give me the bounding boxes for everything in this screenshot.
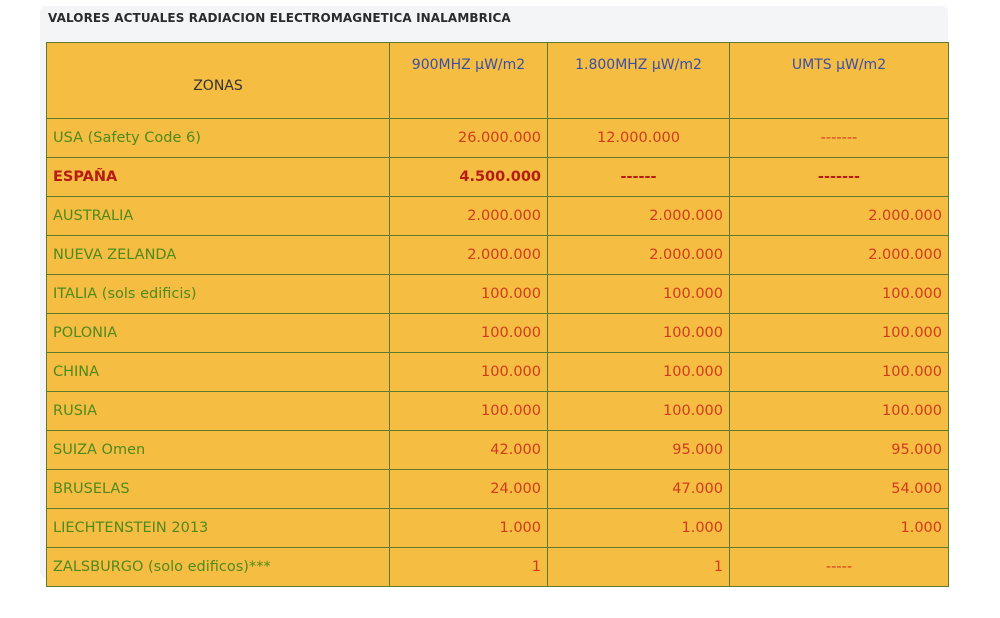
value-1800mhz: 100.000 <box>548 392 730 431</box>
value-1800mhz: 1 <box>548 548 730 587</box>
value-umts: 2.000.000 <box>730 236 949 275</box>
value-900mhz: 100.000 <box>390 353 548 392</box>
table-row <box>47 431 949 470</box>
value-900mhz: 26.000.000 <box>390 119 548 158</box>
value-1800mhz: 47.000 <box>548 470 730 509</box>
value-900mhz: 100.000 <box>390 314 548 353</box>
value-umts: ------- <box>730 119 949 158</box>
value-900mhz: 42.000 <box>390 431 548 470</box>
value-umts: 100.000 <box>730 392 949 431</box>
value-1800mhz: 100.000 <box>548 275 730 314</box>
zone-name: SUIZA Omen <box>47 431 390 470</box>
zone-name: BRUSELAS <box>47 470 390 509</box>
zone-name: ZALSBURGO (solo edificos)*** <box>47 548 390 587</box>
table-row <box>47 119 949 158</box>
value-umts: 100.000 <box>730 314 949 353</box>
zone-name: LIECHTENSTEIN 2013 <box>47 509 390 548</box>
value-1800mhz: 2.000.000 <box>548 236 730 275</box>
table-row <box>47 353 949 392</box>
zone-name: CHINA <box>47 353 390 392</box>
radiation-table <box>46 42 949 587</box>
value-1800mhz: 100.000 <box>548 314 730 353</box>
value-900mhz: 2.000.000 <box>390 197 548 236</box>
table-row <box>47 509 949 548</box>
value-umts: 54.000 <box>730 470 949 509</box>
value-umts: 100.000 <box>730 275 949 314</box>
value-900mhz: 24.000 <box>390 470 548 509</box>
table-row <box>47 314 949 353</box>
value-umts: 1.000 <box>730 509 949 548</box>
value-900mhz: 1 <box>390 548 548 587</box>
value-900mhz: 4.500.000 <box>390 158 548 197</box>
value-1800mhz: ------ <box>548 158 730 197</box>
zone-name: RUSIA <box>47 392 390 431</box>
table-row <box>47 158 949 197</box>
table-row <box>47 392 949 431</box>
value-900mhz: 2.000.000 <box>390 236 548 275</box>
page-title: VALORES ACTUALES RADIACION ELECTROMAGNETICA INALAMBRICA <box>48 11 511 25</box>
table-row <box>47 548 949 587</box>
value-900mhz: 100.000 <box>390 275 548 314</box>
value-1800mhz: 12.000.000 <box>548 119 730 158</box>
value-900mhz: 1.000 <box>390 509 548 548</box>
table-row <box>47 275 949 314</box>
zone-name: USA (Safety Code 6) <box>47 119 390 158</box>
value-umts: 2.000.000 <box>730 197 949 236</box>
header-900mhz: 900MHZ µW/m2 <box>390 43 548 119</box>
zone-name: AUSTRALIA <box>47 197 390 236</box>
value-umts: 95.000 <box>730 431 949 470</box>
header-1800mhz: 1.800MHZ µW/m2 <box>548 43 730 119</box>
value-umts: 100.000 <box>730 353 949 392</box>
table-row <box>47 236 949 275</box>
value-900mhz: 100.000 <box>390 392 548 431</box>
value-1800mhz: 100.000 <box>548 353 730 392</box>
table-row <box>47 197 949 236</box>
value-umts: ----- <box>730 548 949 587</box>
value-1800mhz: 2.000.000 <box>548 197 730 236</box>
zone-name: ITALIA (sols edificis) <box>47 275 390 314</box>
zone-name: POLONIA <box>47 314 390 353</box>
zone-name: ESPAÑA <box>47 158 390 197</box>
table-row <box>47 470 949 509</box>
value-1800mhz: 95.000 <box>548 431 730 470</box>
table-header-row <box>47 43 949 119</box>
zone-name: NUEVA ZELANDA <box>47 236 390 275</box>
header-umts: UMTS µW/m2 <box>730 43 949 119</box>
value-umts: ------- <box>730 158 949 197</box>
header-zonas: ZONAS <box>47 43 390 119</box>
value-1800mhz: 1.000 <box>548 509 730 548</box>
